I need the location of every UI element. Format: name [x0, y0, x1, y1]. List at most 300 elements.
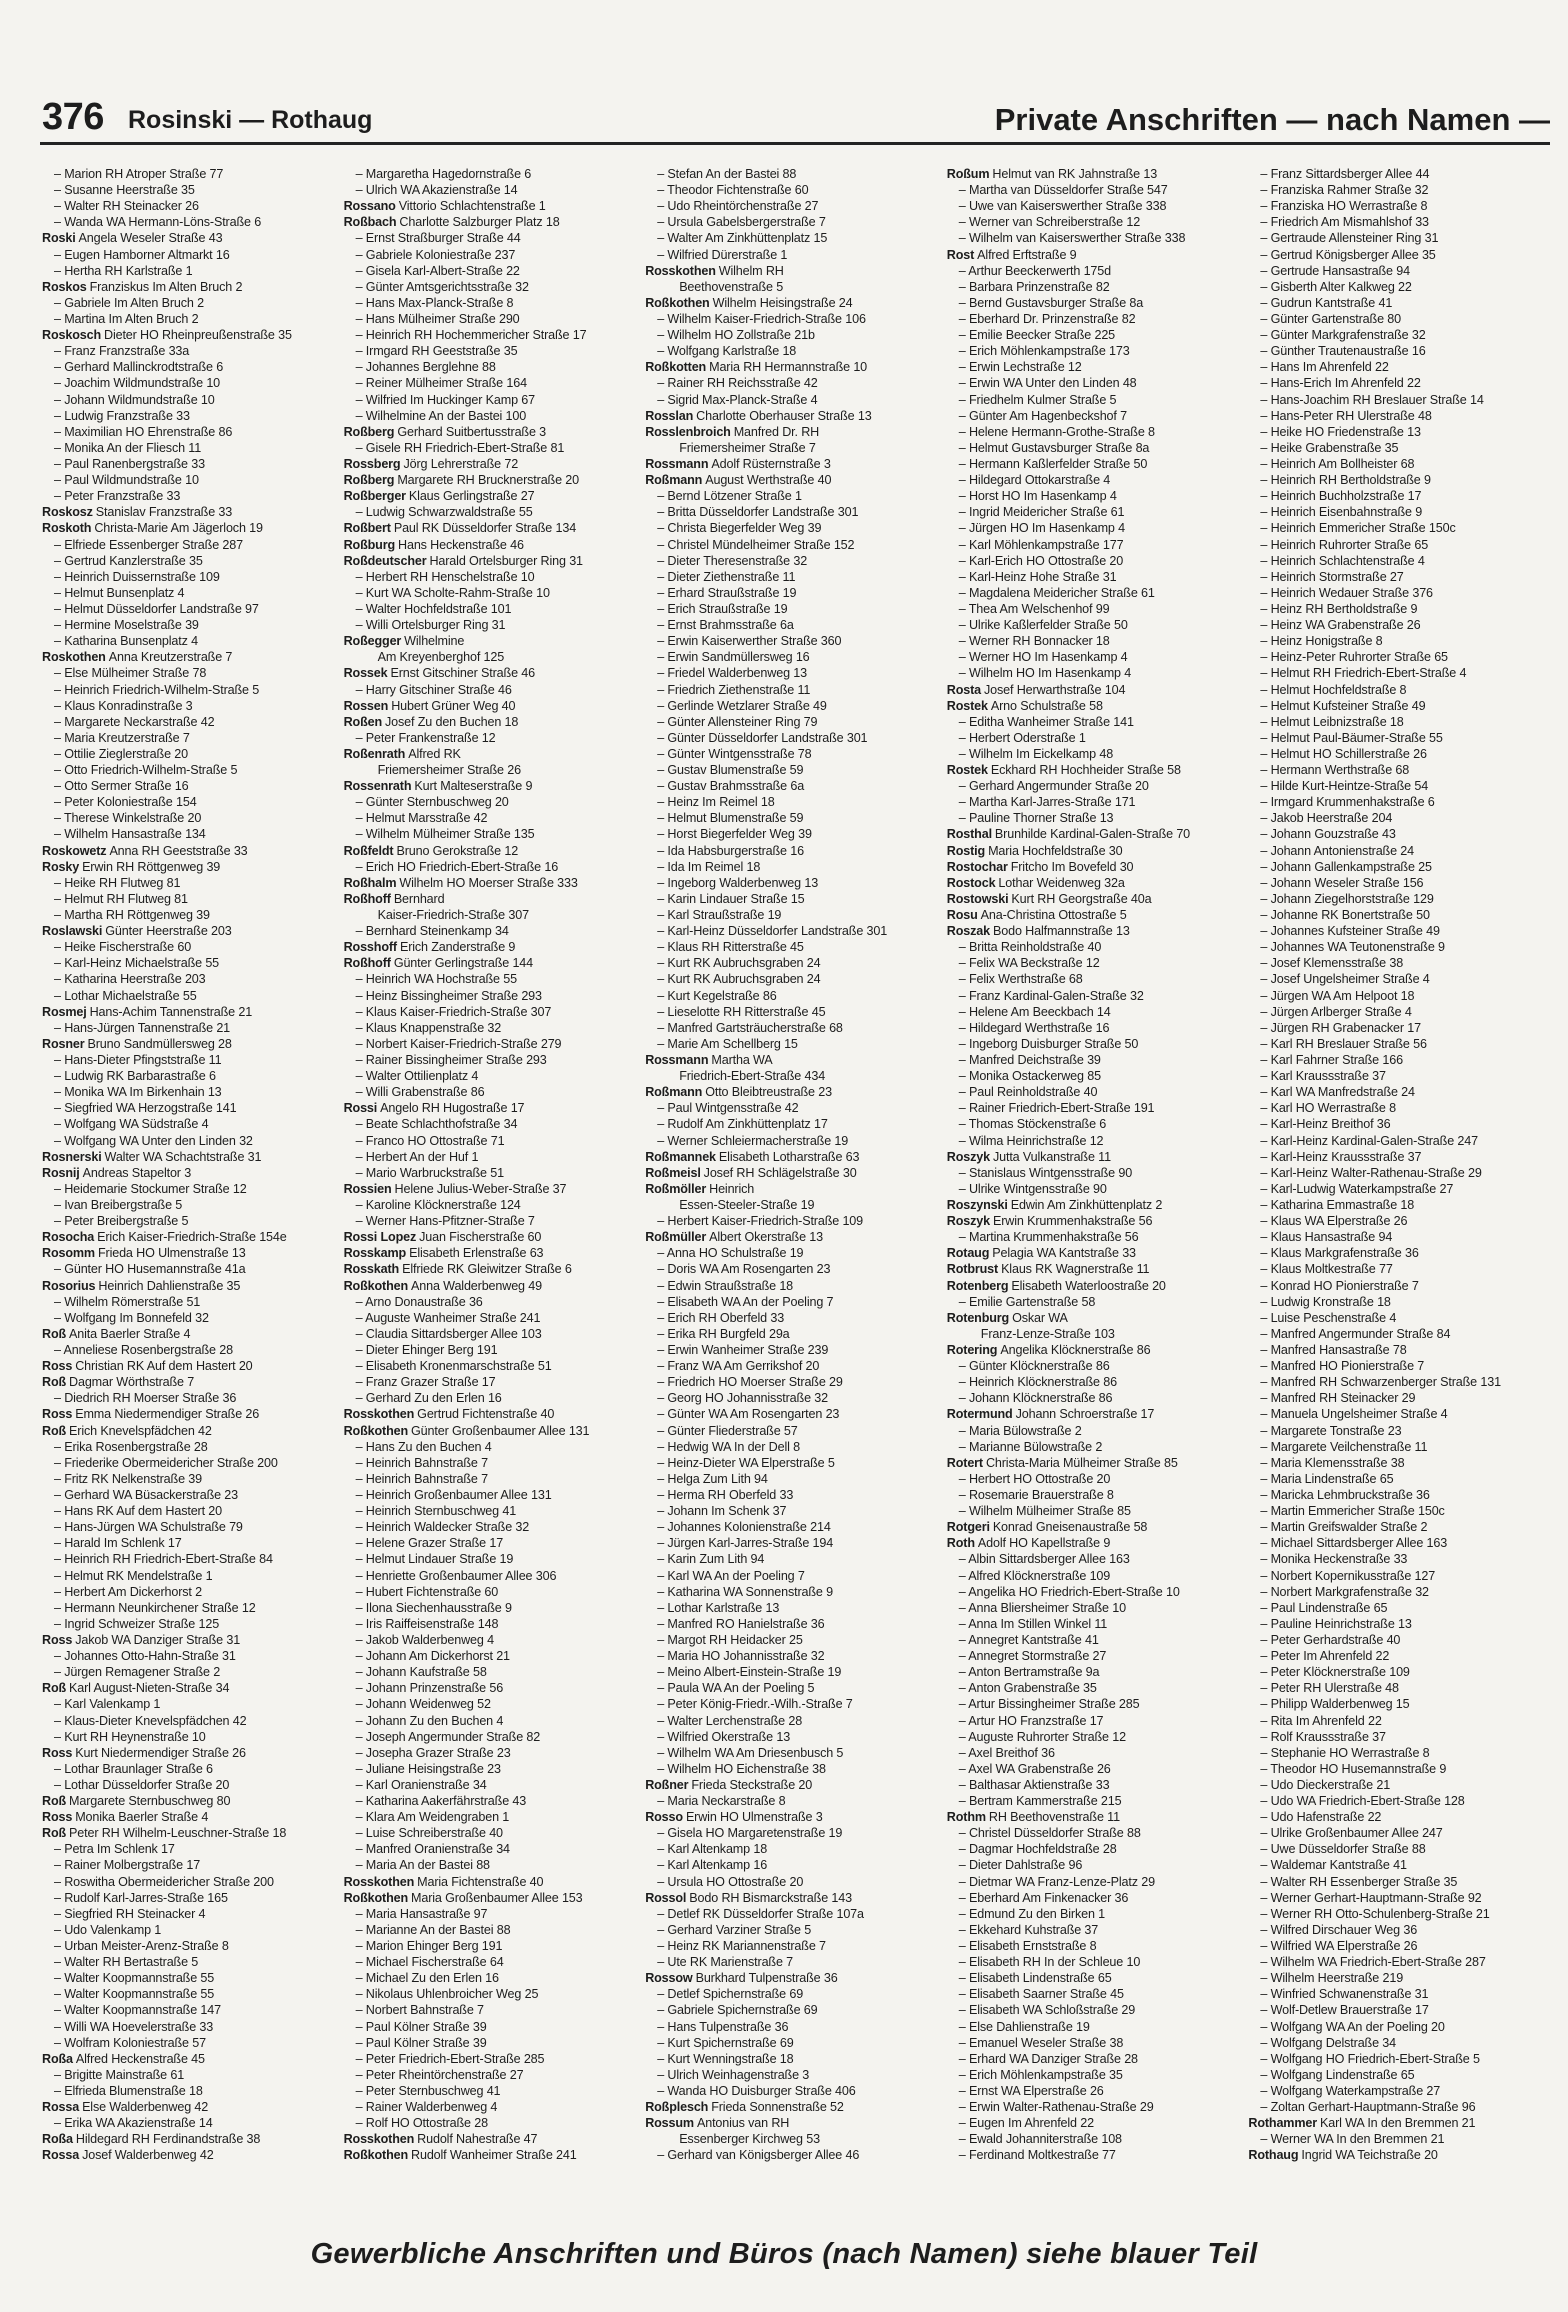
entry-text: – Erich RH Oberfeld 33 [657, 1310, 785, 1325]
directory-entry [947, 1551, 1241, 1567]
directory-entry [1248, 682, 1542, 698]
surname: Rostochar [946, 859, 1008, 874]
directory-entry [42, 1149, 336, 1165]
entry-text: – Elisabeth Saarner Straße 45 [958, 1987, 1124, 2002]
directory-entry [947, 408, 1241, 424]
entry-text: – Rolf HO Ottostraße 28 [355, 2116, 488, 2131]
entry-text: – Heinrich Am Bollheister 68 [1260, 456, 1415, 471]
entry-text: Heinrich Dahlienstraße 35 [98, 1278, 241, 1293]
directory-entry [344, 730, 638, 746]
entry-text: – Gisela Karl-Albert-Straße 22 [355, 263, 520, 278]
directory-entry [42, 1761, 336, 1777]
entry-text: – Ingeborg Duisburger Straße 50 [958, 1036, 1139, 1051]
entry-text: – Ida Im Reimel 18 [657, 859, 761, 874]
directory-entry [42, 2115, 336, 2131]
entry-text: – Anneliese Rosenbergstraße 28 [54, 1342, 233, 1357]
entry-text: – Wolf-Detlew Brauerstraße 17 [1260, 2003, 1429, 2018]
directory-entry [947, 649, 1241, 665]
entry-text: – Helene Am Beeckbach 14 [958, 1004, 1111, 1019]
directory-entry [645, 375, 939, 391]
directory-entry [947, 907, 1241, 923]
surname: Rotaug [946, 1246, 990, 1261]
entry-text: – Britta Düsseldorfer Landstraße 301 [657, 505, 859, 520]
surname: Roß [42, 1794, 67, 1809]
directory-entry [947, 1986, 1241, 2002]
entry-text: – Katharina Emmastraße 18 [1260, 1198, 1415, 1212]
entry-text: – Karl Valenkamp 1 [54, 1697, 161, 1712]
directory-entry [1248, 1761, 1542, 1777]
entry-text: – Udo WA Friedrich-Ebert-Straße 128 [1260, 1794, 1465, 1809]
directory-entry [42, 1133, 336, 1149]
entry-text: Alfred Heckenstraße 45 [75, 2051, 205, 2066]
directory-entry [1248, 1004, 1542, 1020]
directory-entry [344, 198, 638, 214]
entry-text: – Kurt WA Scholte-Rahm-Straße 10 [355, 585, 550, 600]
directory-entry [1248, 1310, 1542, 1326]
directory-entry [42, 1777, 336, 1793]
entry-text: – Günter Wintgensstraße 78 [657, 746, 812, 761]
directory-entry [344, 1036, 638, 1052]
directory-entry [1248, 1874, 1542, 1890]
directory-entry [645, 1358, 939, 1374]
entry-text: – Helmut RK Mendelstraße 1 [54, 1568, 213, 1583]
entry-text: – Helmut Leibnizstraße 18 [1260, 714, 1404, 729]
surname: Rossek [343, 666, 388, 681]
surname: Rosskath [343, 1262, 400, 1277]
surname: Roßfeldt [343, 843, 394, 858]
entry-text: – Karl-Heinz Walter-Rathenau-Straße 29 [1260, 1165, 1482, 1180]
entry-text: – Christel Mündelheimer Straße 152 [657, 537, 855, 552]
surname: Rosmej [42, 1004, 87, 1019]
directory-entry [947, 2083, 1241, 2099]
directory-entry [947, 730, 1241, 746]
directory-entry [1248, 537, 1542, 553]
entry-text: – Elisabeth RH In der Schleue 10 [958, 1955, 1141, 1970]
directory-entry [1248, 392, 1542, 408]
entry-text: – Maria Neckarstraße 8 [657, 1794, 786, 1809]
directory-entry [947, 2035, 1241, 2051]
directory-entry [645, 1841, 939, 1857]
entry-text: Josef Zu den Buchen 18 [385, 714, 519, 729]
directory-entry [947, 1036, 1241, 1052]
entry-text: – Wilhelm HO Zollstraße 21b [657, 328, 815, 343]
entry-text: – Walter Koopmannstraße 55 [54, 1987, 215, 2002]
directory-entry [344, 1084, 638, 1100]
directory-entry [947, 456, 1241, 472]
directory-entry [645, 1648, 939, 1664]
entry-text: – Wilhelm van Kaiserswerther Straße 338 [958, 231, 1186, 246]
entry-text: – Ekkehard Kuhstraße 37 [958, 1922, 1099, 1937]
entry-text: – Werner HO Im Hasenkamp 4 [958, 650, 1128, 665]
directory-entry [42, 1245, 336, 1261]
directory-entry [42, 698, 336, 714]
entry-text: – Karl RH Breslauer Straße 56 [1260, 1036, 1427, 1051]
directory-entry [645, 585, 939, 601]
entry-text: – Helmut Blumenstraße 59 [657, 811, 804, 826]
directory-entry [1248, 1519, 1542, 1535]
entry-text: Elisabeth Erlenstraße 63 [409, 1246, 544, 1261]
directory-entry [947, 1906, 1241, 1922]
directory-entry [947, 1745, 1241, 1761]
entry-text: Andreas Stapeltor 3 [82, 1165, 192, 1180]
directory-entry [947, 263, 1241, 279]
directory-entry [947, 537, 1241, 553]
directory-entry [42, 1197, 336, 1213]
directory-entry [645, 359, 939, 375]
entry-text: – Johann Ziegelhorststraße 129 [1260, 891, 1434, 906]
directory-entry [344, 311, 638, 327]
entry-text: – Wolfgang Delstraße 34 [1260, 2035, 1396, 2050]
entry-text: – Herbert Am Dickerhorst 2 [54, 1584, 202, 1599]
directory-entry [42, 537, 336, 553]
entry-text: – Therese Winkelstraße 20 [54, 811, 202, 826]
directory-column-4 [947, 166, 1241, 2192]
directory-entry [344, 408, 638, 424]
entry-text: – Günter Amtsgerichtsstraße 32 [355, 279, 529, 294]
entry-text: Hans Heckenstraße 46 [398, 537, 524, 552]
surname: Rostek [946, 763, 988, 778]
directory-entry [344, 247, 638, 263]
entry-text: – Jürgen Remagener Straße 2 [54, 1665, 221, 1680]
directory-entry [1248, 1568, 1542, 1584]
entry-text: Frieda HO Ulmenstraße 13 [97, 1246, 246, 1261]
directory-entry [344, 971, 638, 987]
entry-text: Wilhelmine [404, 634, 465, 649]
entry-text: – Dieter Ehinger Berg 191 [355, 1342, 498, 1357]
entry-text: – Klaus-Dieter Knevelspfädchen 42 [54, 1713, 247, 1728]
entry-text: – Zoltan Gerhart-Hauptmann-Straße 96 [1260, 2100, 1476, 2115]
entry-text: – Heinz WA Grabenstraße 26 [1260, 618, 1421, 633]
entry-text: – Emilie Gartenstraße 58 [958, 1294, 1096, 1309]
directory-entry [42, 1229, 336, 1245]
surname: Rossa [42, 2100, 80, 2115]
directory-entry [947, 520, 1241, 536]
entry-text: Alfred Erftstraße 9 [977, 247, 1077, 262]
directory-entry [42, 649, 336, 665]
directory-entry [645, 408, 939, 424]
directory-entry [42, 456, 336, 472]
entry-text: – Kurt Wenningstraße 18 [657, 2051, 794, 2066]
entry-text: – Heinz RH Bertholdstraße 9 [1260, 601, 1418, 616]
entry-text: – Maria Lindenstraße 65 [1260, 1471, 1394, 1486]
directory-entry [42, 2002, 336, 2018]
directory-entry [42, 1551, 336, 1567]
directory-entry [1248, 456, 1542, 472]
surname: Rosorius [42, 1278, 96, 1293]
entry-text: – Günter Klöcknerstraße 86 [958, 1359, 1110, 1374]
directory-entry [1248, 553, 1542, 569]
directory-entry [645, 1471, 939, 1487]
entry-text: Jakob WA Danziger Straße 31 [75, 1632, 241, 1647]
directory-entry [1248, 1342, 1542, 1358]
directory-entry [645, 1632, 939, 1648]
entry-text: – Werner WA In den Bremmen 21 [1260, 2132, 1445, 2147]
directory-entry [645, 1680, 939, 1696]
surname: Roskoth [42, 521, 92, 536]
entry-text: – Karl-Heinz Hohe Straße 31 [958, 569, 1117, 584]
entry-text: – Heinrich Bahnstraße 7 [355, 1455, 488, 1470]
directory-entry [1248, 1906, 1542, 1922]
directory-entry [344, 230, 638, 246]
directory-entry [1248, 826, 1542, 842]
directory-entry [42, 1261, 336, 1277]
entry-text: – Pauline Heinrichstraße 13 [1260, 1616, 1412, 1631]
entry-text: – Walter Am Zinkhüttenplatz 15 [657, 231, 828, 246]
entry-text: – Heinrich Stormstraße 27 [1260, 569, 1404, 584]
directory-entry [645, 2067, 939, 2083]
entry-text: – Arno Donaustraße 36 [355, 1294, 483, 1309]
entry-text: – Johann Gallenkampstraße 25 [1260, 859, 1432, 874]
directory-entry [1248, 1261, 1542, 1277]
entry-text: – Wilhelm HO Eichenstraße 38 [657, 1761, 826, 1776]
directory-entry [645, 327, 939, 343]
directory-entry [1248, 891, 1542, 907]
entry-text: – Erich HO Friedrich-Ebert-Straße 16 [355, 859, 559, 874]
entry-text: – Hans Im Ahrenfeld 22 [1260, 360, 1389, 375]
directory-entry [344, 1857, 638, 1873]
directory-entry [344, 1052, 638, 1068]
directory-entry [1248, 424, 1542, 440]
entry-text: – Ingrid Meidericher Straße 61 [958, 505, 1125, 520]
entry-text: – Rita Im Ahrenfeld 22 [1260, 1713, 1382, 1728]
entry-text: – Manfred RH Schwarzenberger Straße 131 [1260, 1375, 1501, 1390]
directory-entry [947, 375, 1241, 391]
entry-text: – Heinrich Schlachtenstraße 4 [1260, 553, 1425, 568]
entry-text: – Heinrich Sternbuschweg 41 [355, 1504, 517, 1519]
entry-text: – Willi Ortelsburger Ring 31 [355, 618, 506, 633]
directory-entry [947, 1664, 1241, 1680]
entry-text: – Paul Wildmundstraße 10 [54, 473, 199, 488]
directory-entry [645, 1245, 939, 1261]
directory-entry [344, 794, 638, 810]
directory-entry [42, 1906, 336, 1922]
directory-entry [42, 359, 336, 375]
entry-text: – Heinrich RH Hochemmericher Straße 17 [355, 328, 587, 343]
directory-entry [1248, 1890, 1542, 1906]
surname: Roßmann [645, 473, 703, 488]
surname: Rosthal [946, 827, 992, 842]
surname: Roskowetz [42, 843, 107, 858]
directory-entry [1248, 1745, 1542, 1761]
directory-entry [42, 1181, 336, 1197]
directory-entry [645, 2131, 939, 2147]
directory-entry [947, 1149, 1241, 1165]
entry-text: Klaus Gerlingstraße 27 [408, 489, 535, 504]
entry-text: – Heinz Im Reimel 18 [657, 795, 775, 810]
entry-text: – Herbert RH Henschelstraße 10 [355, 569, 535, 584]
directory-entry [645, 472, 939, 488]
surname: Roßa [42, 2051, 73, 2066]
entry-text: Frieda Sonnenstraße 52 [711, 2100, 844, 2115]
directory-entry [1248, 1825, 1542, 1841]
directory-entry [42, 472, 336, 488]
directory-entry [42, 1165, 336, 1181]
surname: Rosskamp [343, 1246, 407, 1261]
directory-entry [645, 1503, 939, 1519]
entry-text: – Udo Valenkamp 1 [54, 1922, 162, 1937]
surname: Roski [42, 231, 76, 246]
directory-entry [645, 1970, 939, 1986]
directory-entry [947, 1261, 1241, 1277]
entry-text: Josef RH Schlägelstraße 30 [703, 1165, 857, 1180]
surname: Rotering [946, 1342, 998, 1357]
directory-entry [42, 1938, 336, 1954]
directory-entry [42, 295, 336, 311]
entry-text: Friemersheimer Straße 7 [679, 440, 816, 455]
directory-entry [645, 1825, 939, 1841]
entry-text: – Hans-Jürgen WA Schulstraße 79 [54, 1520, 243, 1535]
directory-entry [344, 843, 638, 859]
directory-entry [344, 939, 638, 955]
entry-text: Helmut van RK Jahnstraße 13 [992, 167, 1158, 181]
entry-text: – Wolfgang WA Unter den Linden 32 [54, 1133, 253, 1148]
directory-entry [344, 875, 638, 891]
entry-text: Johann Schroerstraße 17 [1015, 1407, 1155, 1422]
entry-text: – Mario Warbruckstraße 51 [355, 1165, 504, 1180]
entry-text: – Bernd Lötzener Straße 1 [657, 489, 802, 504]
entry-text: Bruno Gerokstraße 12 [396, 843, 519, 858]
directory-entry [947, 1181, 1241, 1197]
directory-entry [1248, 1036, 1542, 1052]
surname: Rotbrust [946, 1262, 999, 1277]
directory-entry [42, 1487, 336, 1503]
surname: Roßmann [645, 1085, 703, 1100]
directory-entry [947, 1439, 1241, 1455]
entry-text: – Diedrich RH Moerser Straße 36 [54, 1391, 237, 1406]
entry-text: Dagmar Wörthstraße 7 [69, 1375, 195, 1390]
entry-text: – Katharina Bunsenplatz 4 [54, 634, 198, 649]
entry-text: – Werner Hans-Pfitzner-Straße 7 [355, 1214, 535, 1229]
entry-text: – Herma RH Oberfeld 33 [657, 1487, 794, 1502]
directory-entry [42, 198, 336, 214]
directory-entry [344, 1680, 638, 1696]
directory-entry [1248, 2083, 1542, 2099]
directory-entry [645, 988, 939, 1004]
entry-text: Bodo RH Bismarckstraße 143 [689, 1890, 852, 1905]
directory-entry [1248, 1487, 1542, 1503]
entry-text: – Henriette Großenbaumer Allee 306 [355, 1568, 557, 1583]
directory-entry [1248, 649, 1542, 665]
directory-entry [42, 971, 336, 987]
directory-entry [344, 279, 638, 295]
directory-column-2 [344, 166, 638, 2192]
surname: Rosslenbroich [645, 424, 731, 439]
directory-entry [947, 1197, 1241, 1213]
directory-entry [645, 1052, 939, 1068]
directory-entry [42, 1294, 336, 1310]
entry-text: Ana-Christina Ottostraße 5 [980, 908, 1127, 923]
entry-text: – Bernd Gustavsburger Straße 8a [958, 295, 1144, 310]
entry-text: – Franco HO Ottostraße 71 [355, 1133, 505, 1148]
entry-text: – Detlef RK Düsseldorfer Straße 107a [657, 1906, 864, 1921]
entry-text: Hildegard RH Ferdinandstraße 38 [75, 2132, 261, 2147]
directory-entry [947, 440, 1241, 456]
directory-entry [344, 472, 638, 488]
surname: Rossow [645, 1971, 693, 1986]
entry-text: – Heidemarie Stockumer Straße 12 [54, 1181, 247, 1196]
entry-text: – Eugen Hamborner Altmarkt 16 [54, 247, 230, 262]
entry-text: – Monika WA Im Birkenhain 13 [54, 1085, 222, 1100]
directory-entry [344, 2051, 638, 2067]
entry-text: – Rolf Kraussstraße 37 [1260, 1729, 1386, 1744]
directory-entry [947, 1068, 1241, 1084]
entry-text: – Martha van Düsseldorfer Straße 547 [958, 183, 1168, 198]
entry-text: – Gerhard van Königsberger Allee 46 [657, 2148, 860, 2163]
directory-entry [947, 247, 1241, 263]
directory-entry [947, 1165, 1241, 1181]
entry-text: – Albin Sittardsberger Allee 163 [958, 1552, 1130, 1567]
directory-entry [344, 810, 638, 826]
entry-text: – Erich Möhlenkampstraße 35 [958, 2067, 1123, 2082]
entry-text: Angela Weseler Straße 43 [78, 231, 223, 246]
entry-text: – Helmut HO Schillerstraße 26 [1260, 746, 1427, 761]
entry-text: – Kurt RK Aubruchsgraben 24 [657, 956, 821, 971]
directory-entry [645, 955, 939, 971]
entry-text: – Erwin Walter-Rathenau-Straße 29 [958, 2100, 1154, 2115]
entry-text: – Elisabeth Ernststraße 8 [958, 1939, 1097, 1954]
entry-text: – Martin Emmericher Straße 150c [1260, 1504, 1445, 1519]
entry-text: – Karin Lindauer Straße 15 [657, 891, 805, 906]
directory-entry [947, 1600, 1241, 1616]
surname: Rothammer [1248, 2116, 1318, 2131]
entry-text: – Klaus Hansastraße 94 [1260, 1230, 1393, 1245]
directory-entry [42, 843, 336, 859]
directory-entry [645, 2115, 939, 2131]
entry-text: Wilhelm RH [718, 263, 784, 278]
directory-entry [344, 1825, 638, 1841]
surname: Rostowski [946, 891, 1009, 906]
directory-entry [344, 2083, 638, 2099]
entry-text: – Wolfgang Waterkampstraße 27 [1260, 2084, 1441, 2099]
directory-entry [42, 1745, 336, 1761]
entry-text: – Hertha RH Karlstraße 1 [54, 263, 193, 278]
entry-text: – Helene Hermann-Grothe-Straße 8 [958, 424, 1155, 439]
directory-entry [42, 1390, 336, 1406]
entry-text: – Reiner Mülheimer Straße 164 [355, 376, 527, 391]
entry-text: – Klaus WA Elperstraße 26 [1260, 1214, 1408, 1229]
directory-entry [344, 1100, 638, 1116]
directory-entry [1248, 1294, 1542, 1310]
entry-text: – Bernhard Steinenkamp 34 [355, 924, 509, 939]
surname: Rossmann [645, 456, 709, 471]
directory-entry [42, 1100, 336, 1116]
directory-entry [344, 1938, 638, 1954]
surname: Roßum [946, 167, 990, 181]
entry-text: Hans-Achim Tannenstraße 21 [89, 1004, 253, 1019]
directory-entry [947, 166, 1241, 182]
directory-entry [947, 1809, 1241, 1825]
directory-entry [645, 198, 939, 214]
directory-entry [1248, 1471, 1542, 1487]
entry-text: – Paul Reinholdstraße 40 [958, 1085, 1098, 1100]
entry-text: – Gerhard Varziner Straße 5 [657, 1922, 812, 1937]
directory-entry [947, 714, 1241, 730]
entry-text: – Ernst Brahmsstraße 6a [657, 618, 794, 633]
directory-entry [344, 2099, 638, 2115]
directory-entry [947, 1713, 1241, 1729]
surname: Rosta [946, 682, 982, 697]
entry-text: – Heinrich RH Friedrich-Ebert-Straße 84 [54, 1552, 273, 1567]
directory-entry [1248, 1245, 1542, 1261]
surname: Roskosch [42, 328, 101, 343]
directory-entry [645, 2147, 939, 2163]
directory-entry [947, 1503, 1241, 1519]
directory-entry [42, 2035, 336, 2051]
directory-entry [947, 198, 1241, 214]
directory-entry [645, 1745, 939, 1761]
directory-entry [344, 923, 638, 939]
directory-entry [344, 1487, 638, 1503]
